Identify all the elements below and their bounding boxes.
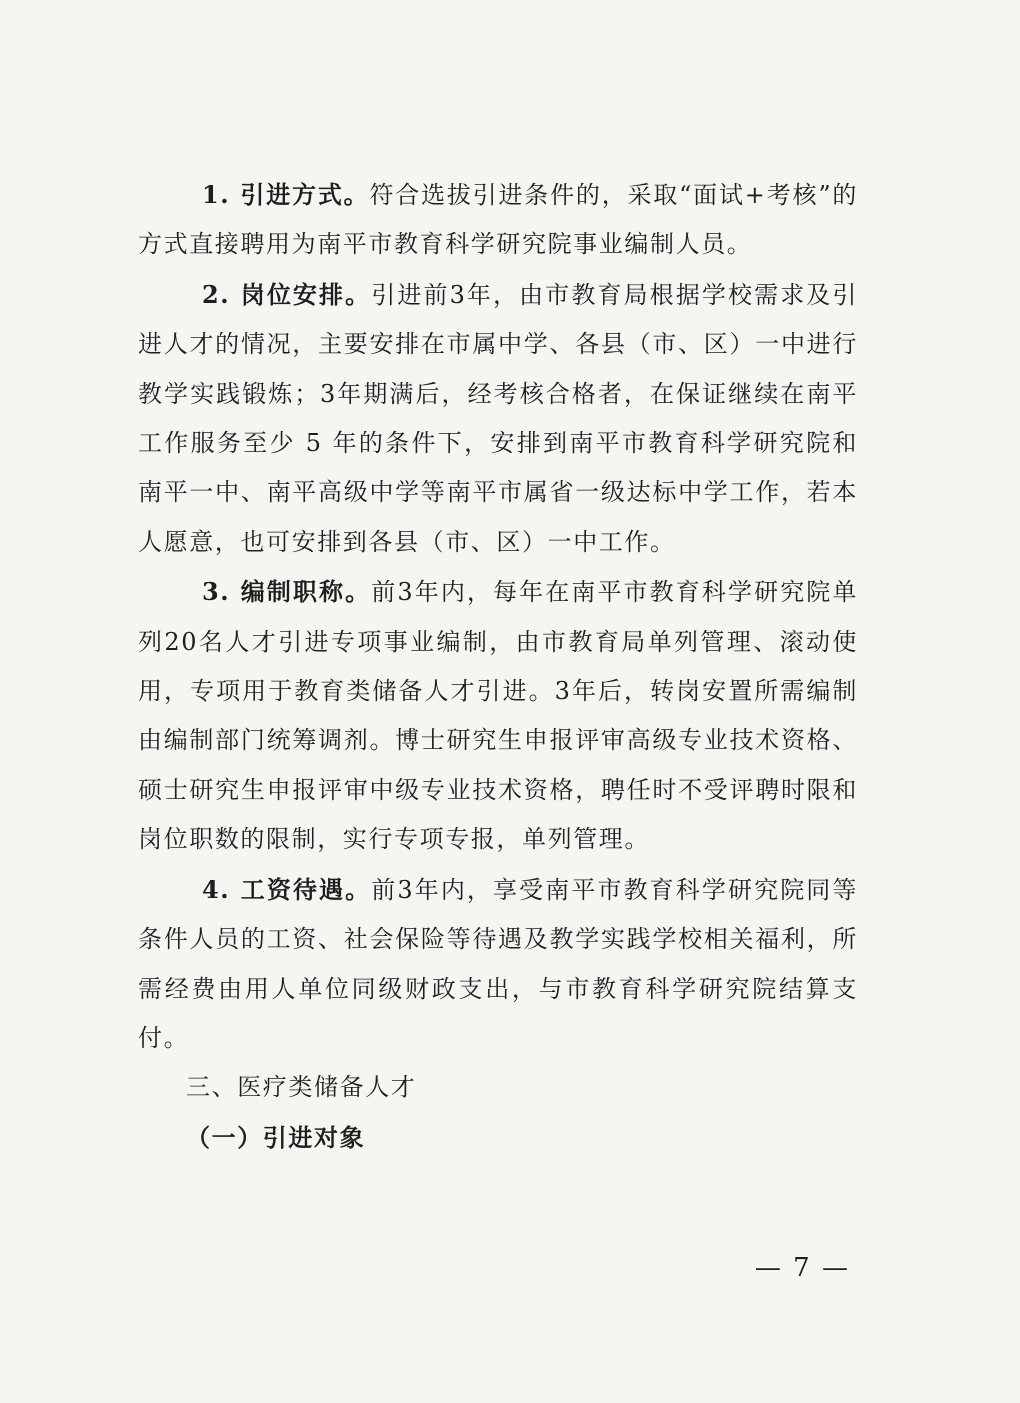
paragraph-lead: 4. 工资待遇。 xyxy=(202,874,372,904)
paragraph-text: 符合选拔引进条件的，采取“面试+考核”的方式直接聘用为南平市教育科学研究院事业编制人员。 xyxy=(138,181,858,259)
paragraph-salary-benefits xyxy=(138,865,858,1064)
page-number: — 7 — xyxy=(754,1253,850,1283)
paragraph-staffing-title xyxy=(138,567,858,864)
paragraph-text: 引进前3年，由市教育局根据学校需求及引进人才的情况，主要安排在市属中学、各县（市、区）一中进行教学实践锻炼；3年期满后，经考核合格者，在保证继续在南平工作服务至少 5 年的条件下，安排到南平市教育科学研究院和南平一中、南平高级中学等南平市属省一级达标中学工作，若本人愿意，也可安排到各县（市、区）一中工作。 xyxy=(138,280,859,556)
section-heading: 三、医疗类储备人才 xyxy=(186,1073,417,1102)
paragraph-lead: 1. 引进方式。 xyxy=(202,180,370,209)
paragraph-lead: 2. 岗位安排。 xyxy=(202,279,372,309)
sub-heading: （一）引进对象 xyxy=(186,1122,366,1152)
paragraph-lead: 3. 编制职称。 xyxy=(202,577,372,607)
paragraph-text: 前3年内，享受南平市教育科学研究院同等条件人员的工资、社会保险等待遇及教学实践学校相关福利，所需经费由用人单位同级财政支出，与市教育科学研究院结算支付。 xyxy=(138,875,859,1052)
paragraph-introduction-method xyxy=(138,170,858,270)
paragraph-post-arrangement xyxy=(138,270,858,567)
document-body xyxy=(138,170,858,1162)
paragraph-text: 前3年内，每年在南平市教育科学研究院单列20名人才引进专项事业编制，由市教育局单列管理、滚动使用，专项用于教育类储备人才引进。3年后，转岗安置所需编制由编制部门统筹调剂。博士研究生申报评审高级专业技术资格、硕士研究生申报评审中级专业技术资格，聘任时不受评聘时限和岗位职数的限制，实行专项专报，单列管理。 xyxy=(138,578,859,854)
